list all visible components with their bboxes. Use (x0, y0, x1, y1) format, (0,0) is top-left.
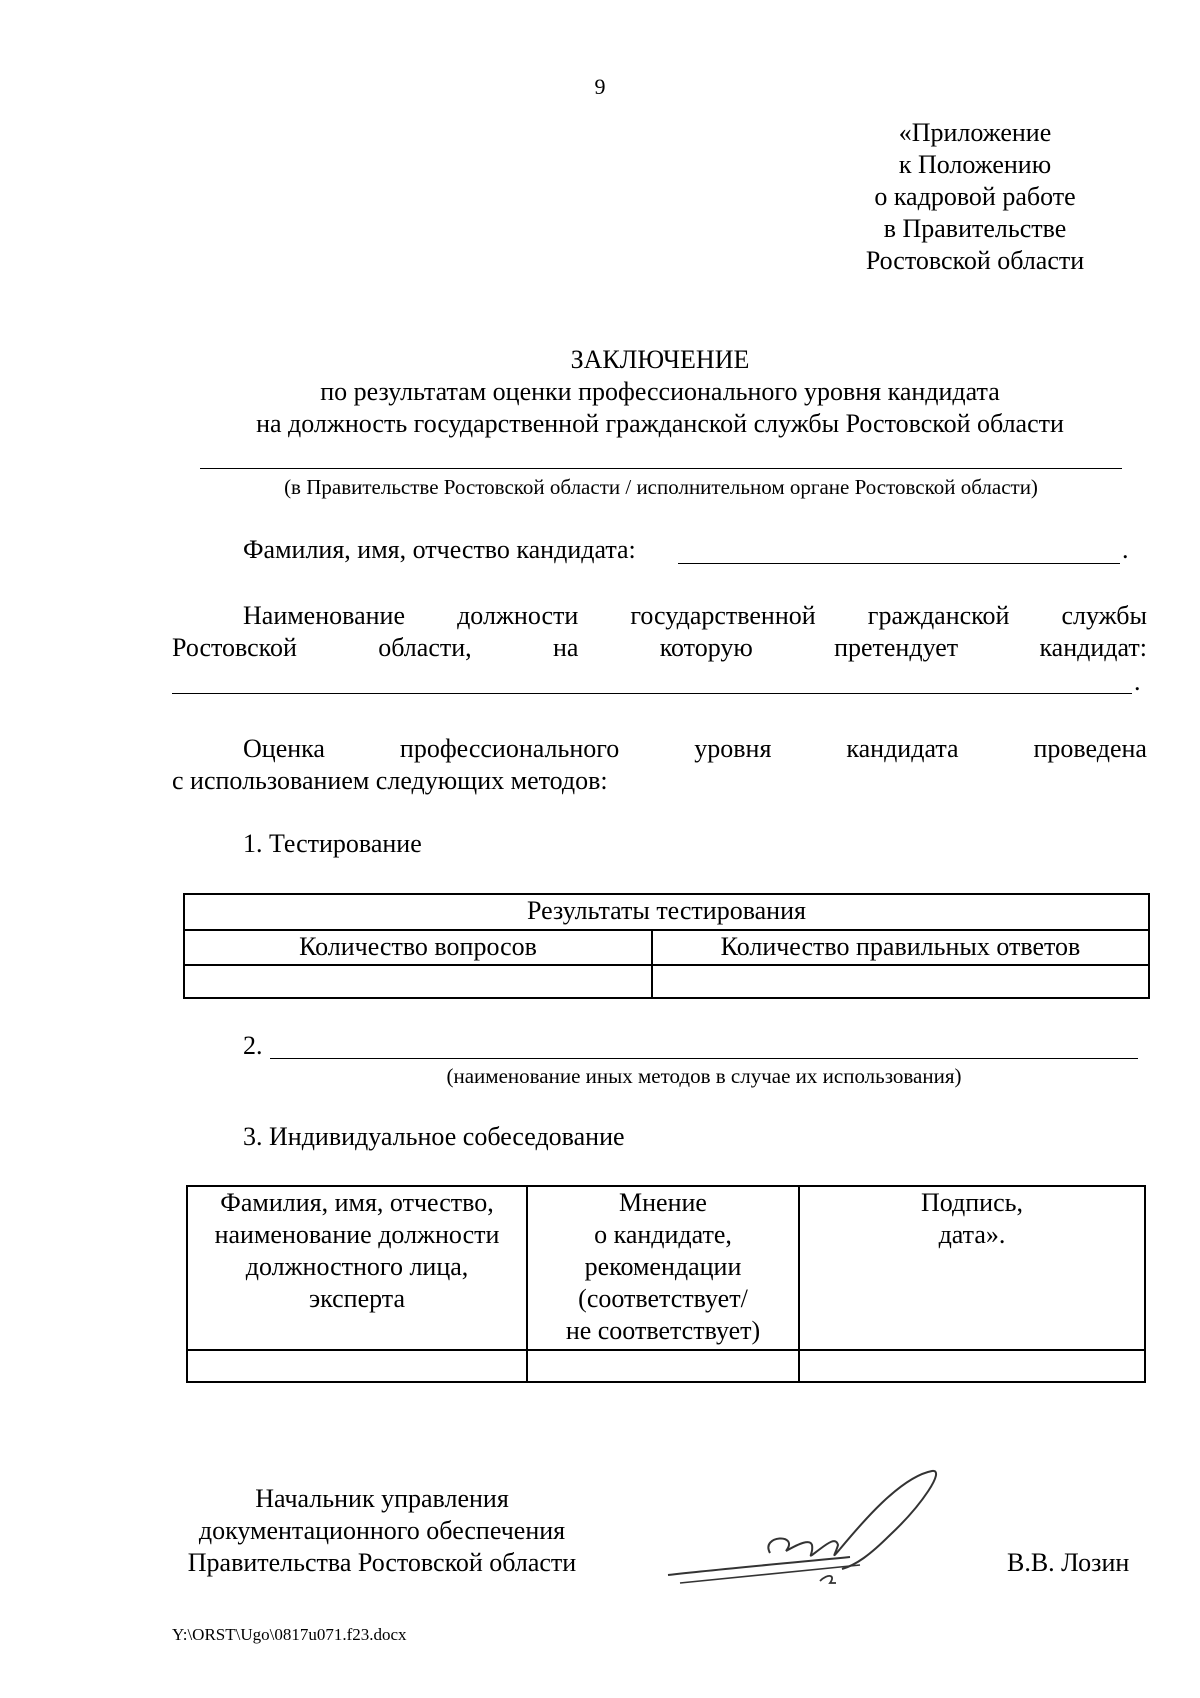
table-cell-empty[interactable] (799, 1350, 1145, 1382)
other-methods-caption: (наименование иных методов в случае их использования) (446, 1064, 962, 1088)
table-row (184, 930, 1149, 965)
assessment-paragraph-line1 (243, 733, 1147, 765)
period: . (1122, 535, 1129, 564)
word: профессионального (399, 734, 620, 763)
title-block (0, 344, 1200, 440)
word: уровня (694, 734, 772, 763)
appendix-line: о кадровой работе (874, 182, 1076, 211)
appendix-block (840, 117, 1110, 277)
word: должности (457, 601, 579, 630)
col-header-correct-answers: Количество правильных ответов (652, 930, 1149, 965)
position-fill-line (172, 693, 1132, 694)
table-row (184, 965, 1149, 998)
word: претендует (834, 633, 959, 662)
signatory-name: В.В. Лозин (1007, 1548, 1130, 1577)
page-title: ЗАКЛЮЧЕНИЕ (570, 345, 750, 374)
other-methods-number: 2. (243, 1031, 263, 1060)
word: проведена (1033, 734, 1147, 763)
col-header-expert: Фамилия, имя, отчество, наименование должности должностного лица, эксперта (187, 1186, 527, 1350)
appendix-line: «Приложение (898, 118, 1052, 147)
page-number: 9 (594, 74, 606, 99)
test-table-header: Результаты тестирования (184, 894, 1149, 930)
table-cell-empty[interactable] (527, 1350, 799, 1382)
appendix-line: Ростовской области (865, 246, 1085, 275)
word: кандидата (846, 734, 959, 763)
other-methods-line (270, 1058, 1138, 1059)
word: Оценка (243, 734, 325, 763)
handwritten-signature (660, 1465, 960, 1595)
word: гражданской (867, 601, 1010, 630)
word: Ростовской (172, 633, 297, 662)
interview-title: 3. Индивидуальное собеседование (243, 1122, 625, 1151)
org-fill-line (200, 468, 1122, 469)
appendix-line: к Положению (898, 150, 1052, 179)
word: на (552, 633, 579, 662)
table-row (184, 894, 1149, 930)
word: которую (659, 633, 753, 662)
word: Наименование (243, 601, 405, 630)
org-caption: (в Правительстве Ростовской области / исполнительном органе Ростовской области) (284, 475, 1038, 499)
position-paragraph-line2 (172, 632, 1147, 664)
test-results-table (183, 893, 1150, 999)
table-row (187, 1350, 1145, 1382)
table-cell-empty[interactable] (187, 1350, 527, 1382)
interview-table (186, 1185, 1146, 1383)
col-header-signature-date: Подпись, дата». (799, 1186, 1145, 1350)
word: кандидат: (1039, 633, 1147, 662)
word: области, (378, 633, 472, 662)
col-header-questions: Количество вопросов (184, 930, 652, 965)
assessment-paragraph-line2: с использованием следующих методов: (172, 766, 608, 795)
appendix-line: в Правительстве (883, 214, 1067, 243)
table-cell-empty[interactable] (184, 965, 652, 998)
candidate-name-line (678, 563, 1120, 564)
candidate-name-label: Фамилия, имя, отчество кандидата: (243, 535, 636, 564)
file-path: Y:\ORST\Ugo\0817u071.f23.docx (172, 1625, 407, 1644)
word: государственной (630, 601, 816, 630)
table-row (187, 1186, 1145, 1350)
signatory-position: Начальник управления документационного обеспечения Правительства Ростовской области (187, 1484, 577, 1577)
title-line: по результатам оценки профессионального уровня кандидата (320, 377, 1000, 406)
title-line: на должность государственной гражданской службы Ростовской области (256, 409, 1064, 438)
col-header-opinion: Мнение о кандидате, рекомендации (соответствует/ не соответствует) (527, 1186, 799, 1350)
period: . (1134, 667, 1141, 696)
position-paragraph-line1 (243, 600, 1147, 632)
word: службы (1061, 601, 1147, 630)
testing-title: 1. Тестирование (243, 829, 422, 858)
table-cell-empty[interactable] (652, 965, 1149, 998)
